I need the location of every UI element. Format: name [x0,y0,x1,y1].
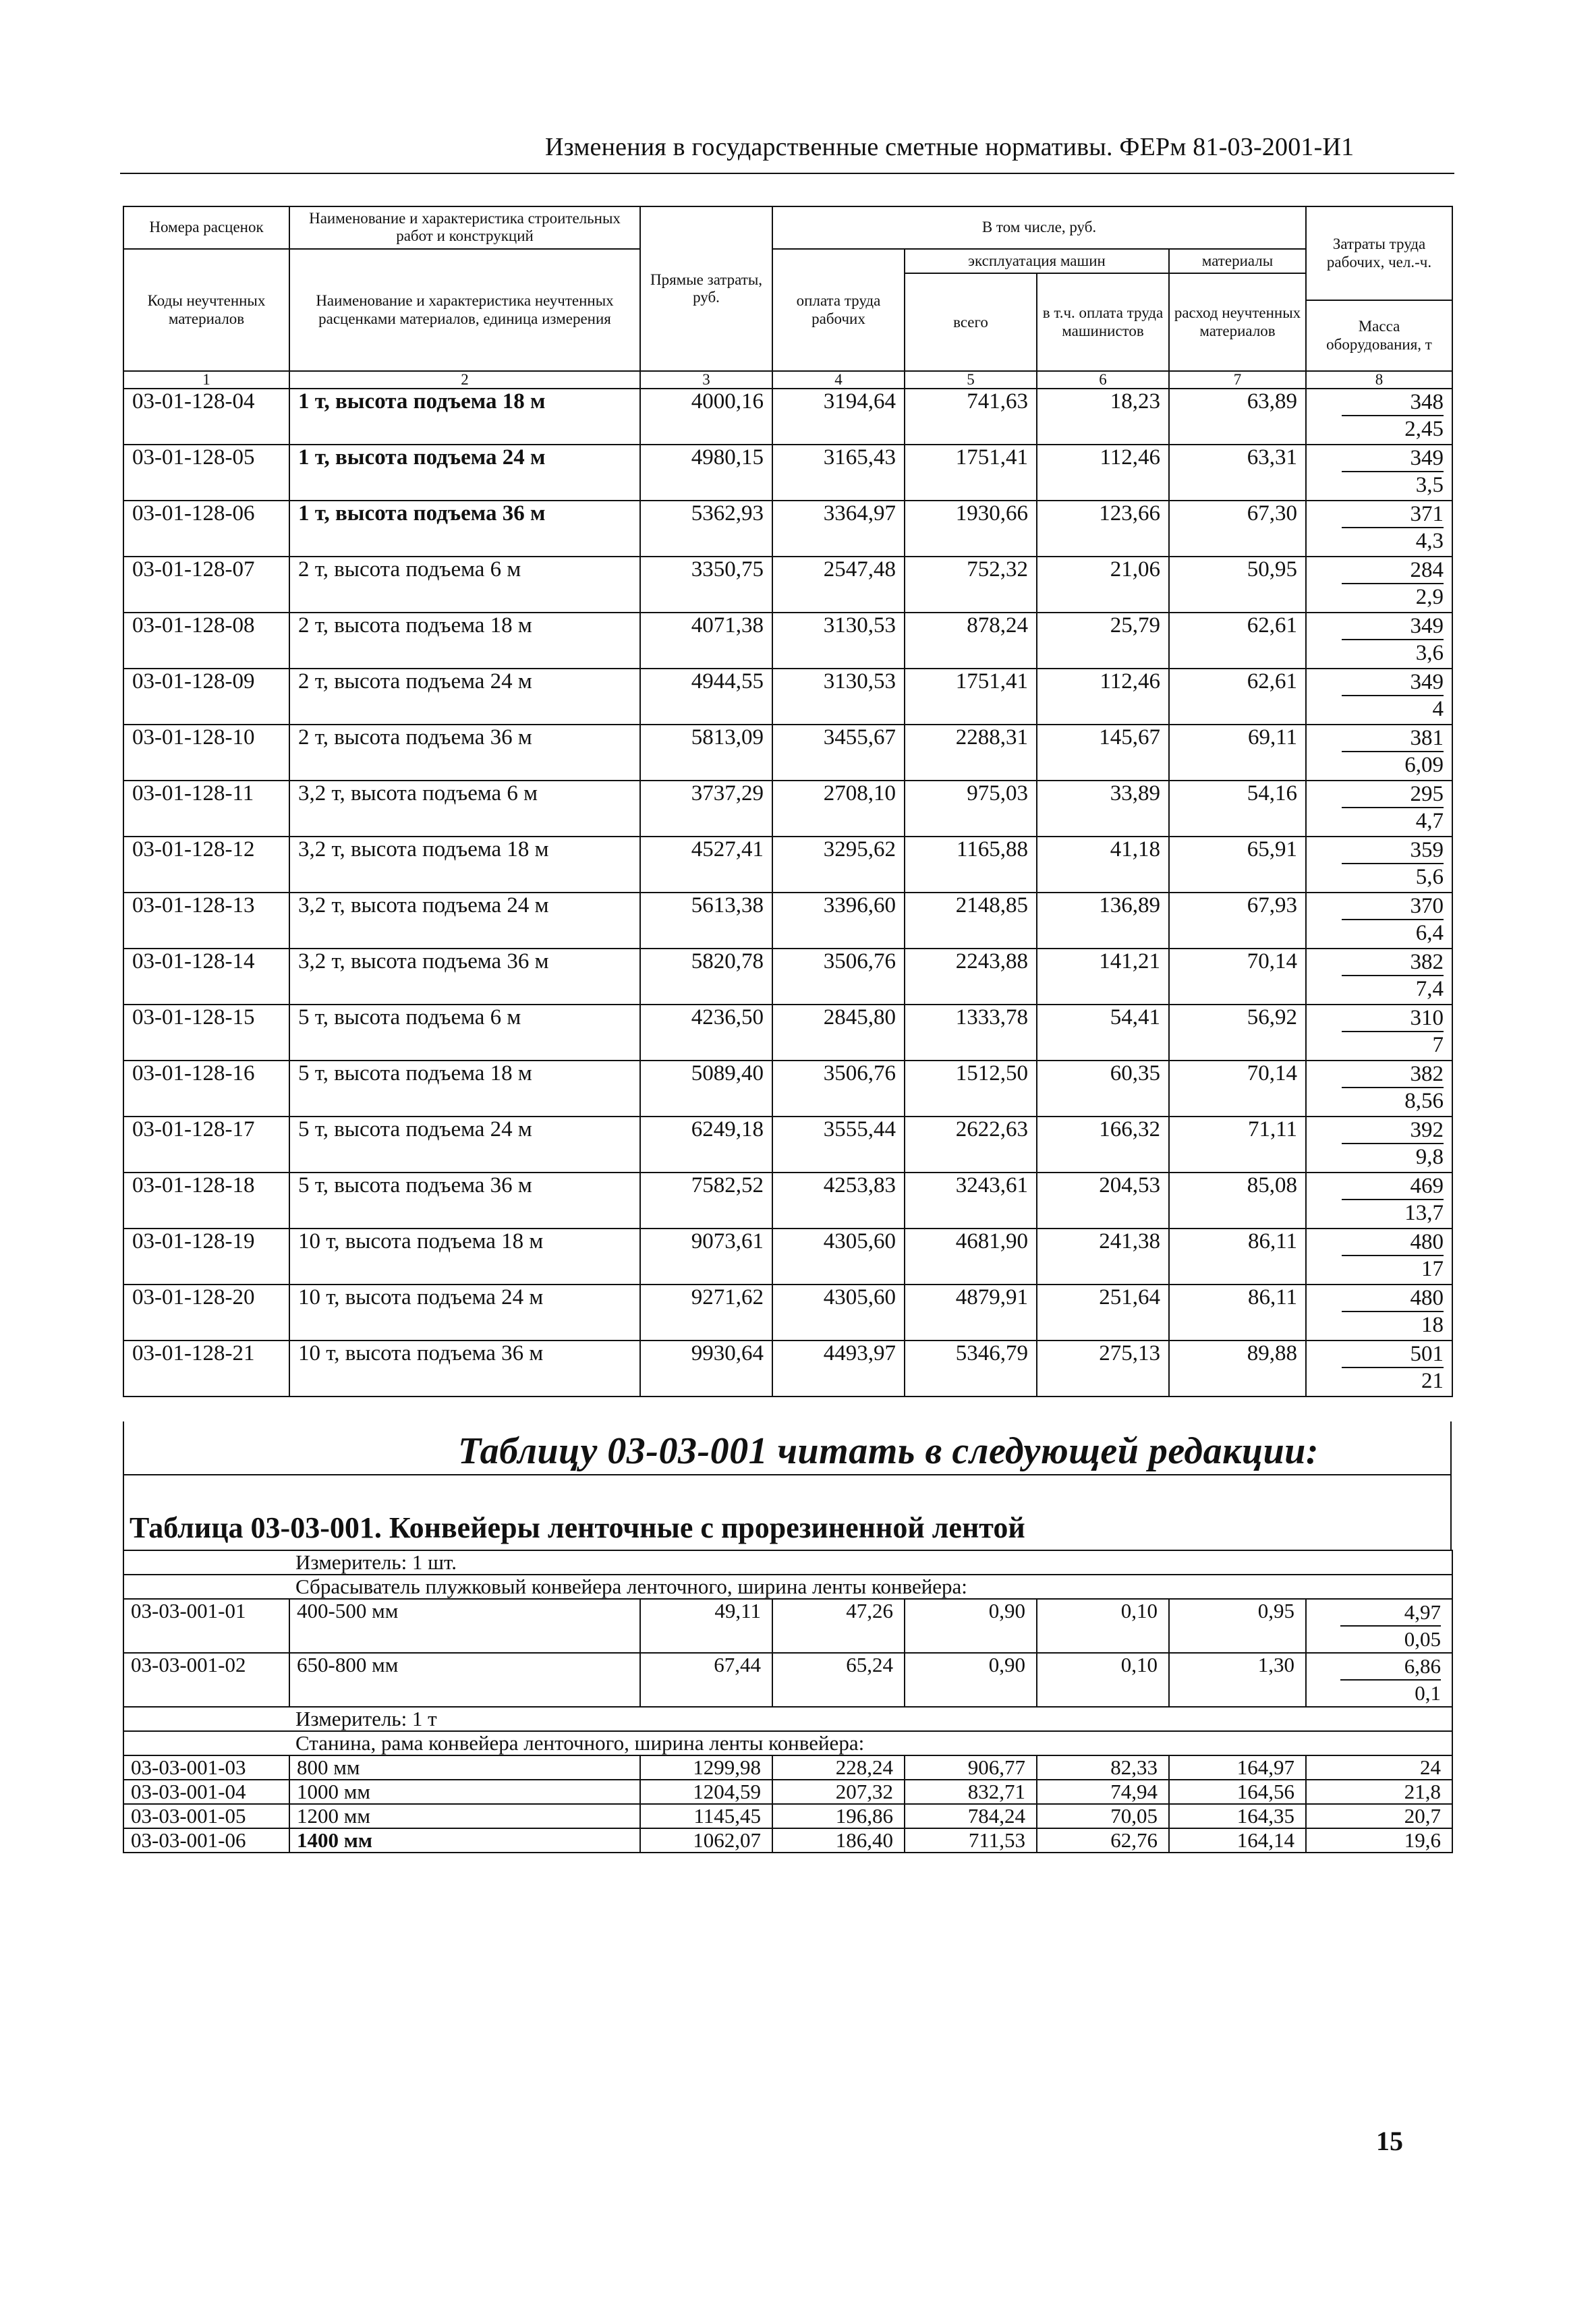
table2-title: Таблица 03-03-001. Конвейеры ленточные с прорезиненной лентой [130,1511,1025,1544]
rate-code: 03-01-128-12 [123,837,289,893]
direct-cost: 5820,78 [640,949,772,1005]
work-name: 3,2 т, высота подъема 18 м [289,837,640,893]
materials-cost: 69,11 [1169,725,1306,781]
work-name: 400-500 мм [289,1599,640,1653]
equipment-mass: 0,1 [1415,1681,1442,1705]
direct-cost: 1145,45 [640,1804,772,1828]
rate-code: 03-01-128-18 [123,1173,289,1229]
worker-wage: 2845,80 [772,1005,905,1061]
section-description: Станина, рама конвейера ленточного, ширина ленты конвейера: [123,1731,1452,1755]
head-col4: оплата труда рабочих [772,249,905,371]
rate-code: 03-01-128-04 [123,389,289,445]
head-col8-bottom: Масса оборудования, т [1306,300,1452,371]
work-name: 2 т, высота подъема 6 м [289,557,640,613]
table-row [123,1229,1452,1285]
machine-cost: 1751,41 [905,445,1037,501]
machine-cost: 1930,66 [905,501,1037,557]
rate-code: 03-03-001-03 [123,1755,289,1780]
equipment-mass: 4 [1432,697,1444,722]
machine-cost: 1333,78 [905,1005,1037,1061]
machine-cost: 5346,79 [905,1341,1037,1397]
section-row [123,1707,1452,1731]
table-row [123,893,1452,949]
machine-cost: 3243,61 [905,1173,1037,1229]
labor-mass-cell [1306,1229,1452,1285]
machine-cost: 2243,88 [905,949,1037,1005]
table-row [123,781,1452,837]
operator-wage: 33,89 [1037,781,1169,837]
materials-cost: 164,56 [1169,1780,1306,1804]
direct-cost: 7582,52 [640,1173,772,1229]
page-number: 15 [1376,2126,1403,2156]
labor-hours: 310 [1342,1005,1444,1032]
machine-cost: 711,53 [905,1828,1037,1853]
head-col5: всего [905,273,1037,371]
rate-code: 03-01-128-05 [123,445,289,501]
section-row [123,1575,1452,1599]
head-col6: в т.ч. оплата труда машинистов [1037,273,1169,371]
table-row [123,501,1452,557]
labor-hours: 6,86 [1340,1654,1441,1681]
machine-cost: 4681,90 [905,1229,1037,1285]
equipment-mass: 18 [1421,1313,1444,1338]
head-col8-top: Затраты труда рабочих, чел.-ч. [1306,206,1452,300]
machine-cost: 1165,88 [905,837,1037,893]
materials-cost: 164,35 [1169,1804,1306,1828]
materials-cost: 62,61 [1169,669,1306,725]
table-row [123,1117,1452,1173]
operator-wage: 0,10 [1037,1653,1169,1707]
conveyors-table [123,1550,1453,1853]
labor-mass-cell [1306,501,1452,557]
worker-wage: 3165,43 [772,445,905,501]
worker-wage: 3506,76 [772,1061,905,1117]
work-name: 3,2 т, высота подъема 6 м [289,781,640,837]
equipment-mass: 2,45 [1404,417,1444,442]
machine-cost: 784,24 [905,1804,1037,1828]
labor-mass-cell [1306,1653,1452,1707]
labor-mass-cell [1306,949,1452,1005]
materials-cost: 70,14 [1169,949,1306,1005]
materials-cost: 1,30 [1169,1653,1306,1707]
table-row [123,1005,1452,1061]
machine-cost: 1512,50 [905,1061,1037,1117]
worker-wage: 186,40 [772,1828,905,1853]
equipment-mass: 21 [1421,1369,1444,1394]
rate-code: 03-01-128-11 [123,781,289,837]
rate-code: 03-01-128-17 [123,1117,289,1173]
operator-wage: 112,46 [1037,669,1169,725]
labor-mass-cell [1306,1285,1452,1341]
materials-cost: 164,97 [1169,1755,1306,1780]
equipment-mass: 4,7 [1415,809,1444,834]
work-name: 3,2 т, высота подъема 24 м [289,893,640,949]
labor-mass-cell [1306,1173,1452,1229]
column-number: 1 [123,371,289,389]
column-number: 5 [905,371,1037,389]
unit-of-measure: Измеритель: 1 т [123,1707,1452,1731]
work-name: 5 т, высота подъема 6 м [289,1005,640,1061]
labor-hours: 382 [1342,1061,1444,1088]
direct-cost: 9073,61 [640,1229,772,1285]
direct-cost: 4236,50 [640,1005,772,1061]
machine-cost: 0,90 [905,1653,1037,1707]
work-name: 3,2 т, высота подъема 36 м [289,949,640,1005]
equipment-mass: 0,05 [1404,1627,1442,1651]
worker-wage: 4253,83 [772,1173,905,1229]
work-name: 5 т, высота подъема 36 м [289,1173,640,1229]
labor-hours: 19,6 [1306,1828,1452,1853]
table-row [123,445,1452,501]
equipment-mass: 13,7 [1404,1201,1444,1226]
equipment-mass: 7,4 [1415,977,1444,1002]
work-name: 10 т, высота подъема 18 м [289,1229,640,1285]
operator-wage: 62,76 [1037,1828,1169,1853]
materials-cost: 50,95 [1169,557,1306,613]
materials-cost: 63,31 [1169,445,1306,501]
direct-cost: 6249,18 [640,1117,772,1173]
worker-wage: 3130,53 [772,669,905,725]
operator-wage: 241,38 [1037,1229,1169,1285]
table-row [123,389,1452,445]
operator-wage: 70,05 [1037,1804,1169,1828]
labor-mass-cell [1306,445,1452,501]
direct-cost: 1204,59 [640,1780,772,1804]
equipment-mass: 9,8 [1415,1145,1444,1170]
materials-cost: 65,91 [1169,837,1306,893]
operator-wage: 112,46 [1037,445,1169,501]
labor-hours: 21,8 [1306,1780,1452,1804]
direct-cost: 1299,98 [640,1755,772,1780]
column-number: 6 [1037,371,1169,389]
operator-wage: 18,23 [1037,389,1169,445]
direct-cost: 3737,29 [640,781,772,837]
table-row [123,1804,1452,1828]
section-description: Сбрасыватель плужковый конвейера ленточного, ширина ленты конвейера: [123,1575,1452,1599]
labor-mass-cell [1306,1341,1452,1397]
direct-cost: 5613,38 [640,893,772,949]
table-row [123,1780,1452,1804]
labor-hours: 382 [1342,949,1444,976]
head-materials: материалы [1169,249,1306,273]
equipment-mass: 8,56 [1404,1089,1444,1114]
table2-title-box [123,1474,1452,1550]
labor-mass-cell [1306,781,1452,837]
worker-wage: 65,24 [772,1653,905,1707]
rate-code: 03-01-128-15 [123,1005,289,1061]
rate-code: 03-03-001-01 [123,1599,289,1653]
direct-cost: 4000,16 [640,389,772,445]
section-row [123,1550,1452,1575]
direct-cost: 49,11 [640,1599,772,1653]
materials-cost: 54,16 [1169,781,1306,837]
worker-wage: 4305,60 [772,1229,905,1285]
materials-cost: 0,95 [1169,1599,1306,1653]
rate-code: 03-01-128-14 [123,949,289,1005]
rate-code: 03-01-128-16 [123,1061,289,1117]
worker-wage: 3555,44 [772,1117,905,1173]
operator-wage: 141,21 [1037,949,1169,1005]
banner-box [123,1421,1452,1475]
machine-cost: 975,03 [905,781,1037,837]
materials-cost: 63,89 [1169,389,1306,445]
operator-wage: 204,53 [1037,1173,1169,1229]
worker-wage: 2708,10 [772,781,905,837]
equipment-mass: 6,09 [1404,753,1444,778]
operator-wage: 166,32 [1037,1117,1169,1173]
banner-text: Таблицу 03-03-001 читать в следующей редакции: [458,1430,1319,1472]
operator-wage: 41,18 [1037,837,1169,893]
unit-of-measure: Измеритель: 1 шт. [123,1550,1452,1575]
labor-mass-cell [1306,557,1452,613]
operator-wage: 251,64 [1037,1285,1169,1341]
table-row [123,1173,1452,1229]
worker-wage: 4493,97 [772,1341,905,1397]
header-rule [120,173,1454,174]
materials-cost: 86,11 [1169,1285,1306,1341]
head-col2-bottom: Наименование и характеристика неучтенных расценками материалов, единица измерения [289,249,640,371]
head-col2-top: Наименование и характеристика строительных работ и конструкций [289,206,640,249]
rate-code: 03-01-128-20 [123,1285,289,1341]
rate-code: 03-01-128-09 [123,669,289,725]
materials-cost: 89,88 [1169,1341,1306,1397]
work-name: 650-800 мм [289,1653,640,1707]
machine-cost: 906,77 [905,1755,1037,1780]
operator-wage: 275,13 [1037,1341,1169,1397]
operator-wage: 123,66 [1037,501,1169,557]
operator-wage: 145,67 [1037,725,1169,781]
table-row [123,1341,1452,1397]
materials-cost: 56,92 [1169,1005,1306,1061]
equipment-mass: 2,9 [1415,585,1444,610]
labor-hours: 480 [1342,1285,1444,1312]
worker-wage: 196,86 [772,1804,905,1828]
running-header: Изменения в государственные сметные нормативы. ФЕРм 81-03-2001-И1 [545,133,1355,161]
labor-hours: 4,97 [1340,1600,1441,1627]
work-name: 2 т, высота подъема 36 м [289,725,640,781]
rate-code: 03-01-128-10 [123,725,289,781]
materials-cost: 164,14 [1169,1828,1306,1853]
machine-cost: 2148,85 [905,893,1037,949]
worker-wage: 3506,76 [772,949,905,1005]
table-row [123,669,1452,725]
column-number: 8 [1306,371,1452,389]
machine-cost: 752,32 [905,557,1037,613]
rate-code: 03-01-128-07 [123,557,289,613]
rate-code: 03-01-128-08 [123,613,289,669]
table-row [123,949,1452,1005]
materials-cost: 71,11 [1169,1117,1306,1173]
materials-cost: 70,14 [1169,1061,1306,1117]
operator-wage: 136,89 [1037,893,1169,949]
machine-cost: 741,63 [905,389,1037,445]
operator-wage: 21,06 [1037,557,1169,613]
materials-cost: 67,93 [1169,893,1306,949]
work-name: 5 т, высота подъема 24 м [289,1117,640,1173]
head-col7: расход неучтенных материалов [1169,273,1306,371]
worker-wage: 4305,60 [772,1285,905,1341]
head-incl: В том числе, руб. [772,206,1306,249]
worker-wage: 3295,62 [772,837,905,893]
equipment-mass: 4,3 [1415,529,1444,554]
table-row [123,1828,1452,1853]
labor-hours: 284 [1342,557,1444,584]
machine-cost: 4879,91 [905,1285,1037,1341]
labor-hours: 501 [1342,1341,1444,1368]
equipment-mass: 17 [1421,1257,1444,1282]
labor-mass-cell [1306,837,1452,893]
labor-hours: 295 [1342,781,1444,808]
worker-wage: 3396,60 [772,893,905,949]
labor-hours: 24 [1306,1755,1452,1780]
labor-hours: 381 [1342,725,1444,752]
labor-hours: 20,7 [1306,1804,1452,1828]
equipment-mass: 3,6 [1415,641,1444,666]
direct-cost: 5362,93 [640,501,772,557]
labor-hours: 349 [1342,445,1444,472]
operator-wage: 82,33 [1037,1755,1169,1780]
table-row [123,1755,1452,1780]
worker-wage: 47,26 [772,1599,905,1653]
head-col3: Прямые затраты, руб. [640,206,772,371]
worker-wage: 228,24 [772,1755,905,1780]
labor-mass-cell [1306,669,1452,725]
table-row [123,613,1452,669]
section-row [123,1731,1452,1755]
operator-wage: 54,41 [1037,1005,1169,1061]
labor-mass-cell [1306,1599,1452,1653]
rate-code: 03-01-128-19 [123,1229,289,1285]
column-number: 3 [640,371,772,389]
head-col1-top: Номера расценок [123,206,289,249]
equipment-mass: 5,6 [1415,865,1444,890]
labor-mass-cell [1306,725,1452,781]
materials-cost: 62,61 [1169,613,1306,669]
work-name: 2 т, высота подъема 18 м [289,613,640,669]
labor-hours: 349 [1342,669,1444,696]
work-name: 800 мм [289,1755,640,1780]
column-number: 4 [772,371,905,389]
direct-cost: 4980,15 [640,445,772,501]
equipment-mass: 7 [1432,1033,1444,1058]
materials-cost: 85,08 [1169,1173,1306,1229]
operator-wage: 60,35 [1037,1061,1169,1117]
labor-hours: 371 [1342,501,1444,528]
direct-cost: 67,44 [640,1653,772,1707]
rate-code: 03-01-128-06 [123,501,289,557]
table-row [123,1285,1452,1341]
direct-cost: 1062,07 [640,1828,772,1853]
rate-code: 03-01-128-13 [123,893,289,949]
direct-cost: 4944,55 [640,669,772,725]
labor-hours: 370 [1342,893,1444,920]
machine-cost: 1751,41 [905,669,1037,725]
table-row [123,557,1452,613]
worker-wage: 3194,64 [772,389,905,445]
rates-table [123,206,1453,1397]
machine-cost: 832,71 [905,1780,1037,1804]
labor-hours: 348 [1342,389,1444,416]
machine-cost: 0,90 [905,1599,1037,1653]
column-number: 2 [289,371,640,389]
rate-code: 03-03-001-04 [123,1780,289,1804]
work-name: 10 т, высота подъема 24 м [289,1285,640,1341]
worker-wage: 3455,67 [772,725,905,781]
table-row [123,1061,1452,1117]
labor-mass-cell [1306,1005,1452,1061]
work-name: 1 т, высота подъема 24 м [289,445,640,501]
labor-hours: 469 [1342,1173,1444,1200]
table-row [123,725,1452,781]
work-name: 5 т, высота подъема 18 м [289,1061,640,1117]
worker-wage: 3364,97 [772,501,905,557]
operator-wage: 25,79 [1037,613,1169,669]
work-name: 2 т, высота подъема 24 м [289,669,640,725]
work-name: 1 т, высота подъема 18 м [289,389,640,445]
direct-cost: 4527,41 [640,837,772,893]
worker-wage: 2547,48 [772,557,905,613]
machine-cost: 878,24 [905,613,1037,669]
work-name: 10 т, высота подъема 36 м [289,1341,640,1397]
labor-hours: 480 [1342,1229,1444,1256]
labor-mass-cell [1306,613,1452,669]
direct-cost: 5813,09 [640,725,772,781]
table-row [123,837,1452,893]
operator-wage: 0,10 [1037,1599,1169,1653]
labor-mass-cell [1306,389,1452,445]
rate-code: 03-03-001-05 [123,1804,289,1828]
materials-cost: 86,11 [1169,1229,1306,1285]
direct-cost: 3350,75 [640,557,772,613]
rate-code: 03-03-001-02 [123,1653,289,1707]
labor-mass-cell [1306,1061,1452,1117]
rate-code: 03-03-001-06 [123,1828,289,1853]
column-number: 7 [1169,371,1306,389]
work-name: 1400 мм [289,1828,640,1853]
labor-hours: 392 [1342,1117,1444,1144]
direct-cost: 4071,38 [640,613,772,669]
materials-cost: 67,30 [1169,501,1306,557]
work-name: 1200 мм [289,1804,640,1828]
worker-wage: 207,32 [772,1780,905,1804]
labor-hours: 359 [1342,837,1444,864]
table-row [123,1599,1452,1653]
labor-mass-cell [1306,893,1452,949]
table-row [123,1653,1452,1707]
rate-code: 03-01-128-21 [123,1341,289,1397]
labor-hours: 349 [1342,613,1444,640]
head-col1-bottom: Коды неучтенных материалов [123,249,289,371]
direct-cost: 9271,62 [640,1285,772,1341]
direct-cost: 9930,64 [640,1341,772,1397]
work-name: 1 т, высота подъема 36 м [289,501,640,557]
machine-cost: 2288,31 [905,725,1037,781]
direct-cost: 5089,40 [640,1061,772,1117]
machine-cost: 2622,63 [905,1117,1037,1173]
work-name: 1000 мм [289,1780,640,1804]
equipment-mass: 3,5 [1415,473,1444,498]
operator-wage: 74,94 [1037,1780,1169,1804]
head-machines: эксплуатация машин [905,249,1169,273]
labor-mass-cell [1306,1117,1452,1173]
equipment-mass: 6,4 [1415,921,1444,946]
worker-wage: 3130,53 [772,613,905,669]
